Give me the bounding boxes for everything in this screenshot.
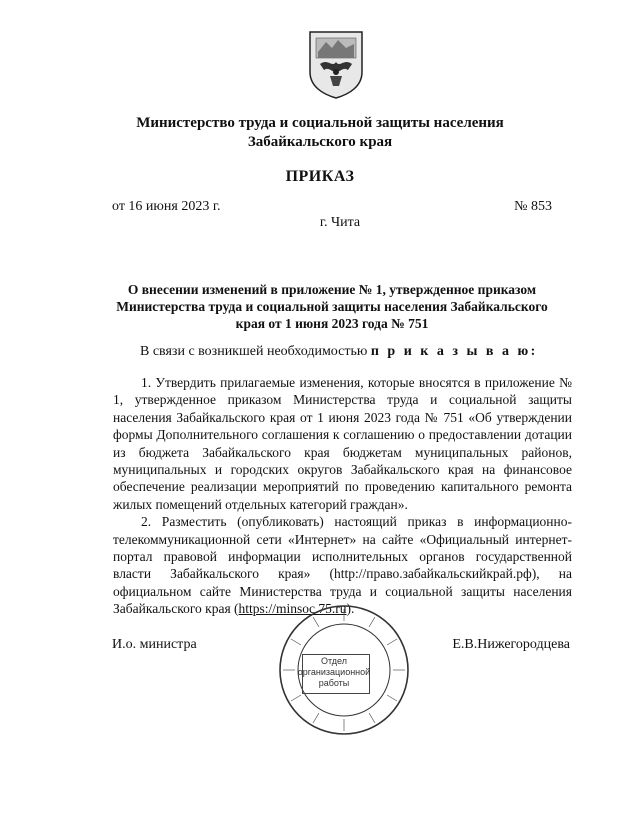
order-city: г. Чита [319, 215, 361, 230]
order-subject: О внесении изменений в приложение № 1, утвержденное приказом Министерства труда и социальной защиты населения Забайкальского края от 1 июня 2023 года № 751 [116, 282, 548, 331]
stamp-text [296, 656, 372, 689]
document-type-title: ПРИКАЗ [285, 168, 355, 185]
body-paragraph-2-end: ). [346, 601, 355, 617]
coat-of-arms-emblem [306, 28, 366, 100]
ministry-name-line2: Забайкальского края [247, 134, 393, 150]
stamp-line2: организационной [297, 667, 371, 677]
preamble [140, 344, 538, 360]
body-paragraph-1: 1. Утвердить прилагаемые изменения, которые вносятся в приложение № 1, утвержденное приказом Министерства труда и социальной защиты населения Забайкальского края от 1 июня 2023 года № 751 «Об утверждении формы Дополнительного соглашения к соглашению о предоставлении дотации из бюджета Забайкальского края бюджетам муниципальных районов, муниципальных и городских округов Забайкальского края на финансовое обеспечение реализации мероприятий по проведению капитального ремонта жилых помещений отдельных категорий граждан». [113, 375, 572, 512]
stamp-line1: Отдел [320, 656, 348, 666]
order-number: № 853 [514, 199, 552, 214]
preamble-command: п р и к а з ы в а ю: [370, 344, 538, 359]
order-date: от 16 июня 2023 г. [112, 199, 221, 214]
minsoc-site-link[interactable]: https://minsoc.75.ru [238, 601, 347, 617]
signatory-name: Е.В.Нижегородцева [452, 637, 570, 652]
order-body [113, 374, 572, 618]
stamp-line3: работы [318, 678, 350, 688]
ministry-name-line1: Министерство труда и социальной защиты населения [136, 115, 504, 131]
body-paragraph-2-start: 2. Разместить (опубликовать) настоящий приказ в информационно-телекоммуникационной сети «Интернет» на сайте «Официальный интернет-портал правовой информации исполнительных органов государственной власти Забайкальского края» (http://право.забайкальскийкрай.рф), на официальном сайте Министерства труда и социальной защиты населения Забайкальского края ( [113, 514, 572, 617]
preamble-text: В связи с возникшей необходимостью [140, 344, 368, 359]
signatory-position: И.о. министра [112, 637, 197, 652]
